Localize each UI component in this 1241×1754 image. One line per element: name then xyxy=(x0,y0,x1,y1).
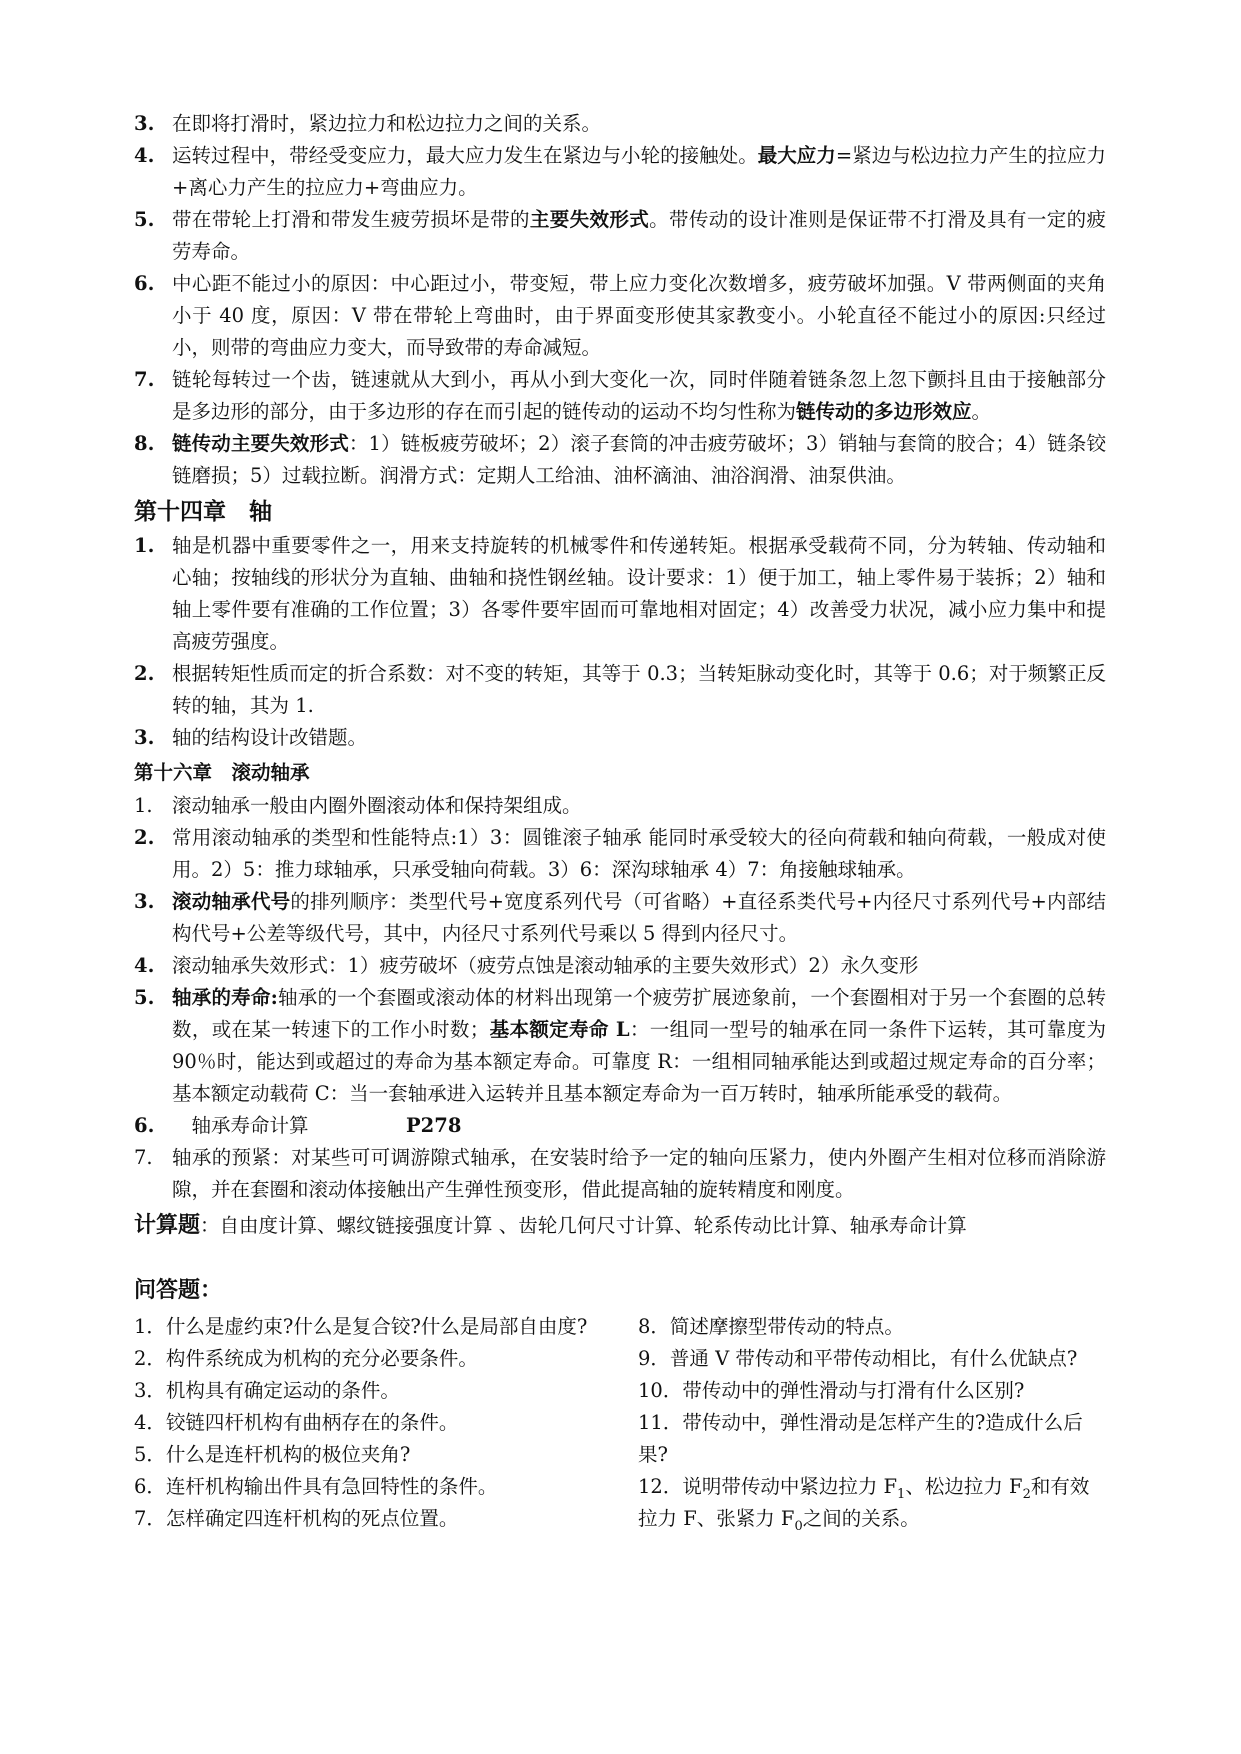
item-text xyxy=(172,658,1106,722)
text-run: =紧边与松边拉力产生的拉应力+离心力产生的拉应力+弯曲应力。 xyxy=(172,144,1106,199)
chapter-14-heading: 第十四章 轴 xyxy=(134,498,272,525)
q12-sub3: 0 xyxy=(794,1518,803,1534)
qa-left-column xyxy=(134,1311,614,1535)
qa-question: 9．普通 V 带传动和平带传动相比，有什么优缺点? xyxy=(638,1347,1078,1370)
calc-topics xyxy=(134,1208,1106,1243)
numbered-item xyxy=(134,530,1106,658)
text-run: 运转过程中，带经受变应力，最大应力发生在紧边与小轮的接触处。 xyxy=(172,144,758,167)
text-run: 轴承寿命计算 xyxy=(172,1114,407,1137)
bold-term: 滚动轴承代号 xyxy=(172,890,291,913)
qa-question: 6．连杆机构输出件具有急回特性的条件。 xyxy=(134,1475,498,1498)
numbered-item xyxy=(134,268,1106,364)
text-run: 常用滚动轴承的类型和性能特点:1）3：圆锥滚子轴承 能同时承受较大的径向荷载和轴向荷载，一般成对使用。2）5：推力球轴承，只承受轴向荷载。3）6：深沟球轴承 4）7：角接触球轴承。 xyxy=(172,826,1106,881)
item-number: 2. xyxy=(134,826,155,849)
belt-chain-section xyxy=(134,108,1106,492)
text-run: 的排列顺序：类型代号+宽度系列代号（可省略）+直径系类代号+内径尺寸系列代号+内部结构代号+公差等级代号，其中，内径尺寸系列代号乘以 5 得到内径尺寸。 xyxy=(172,890,1106,945)
text-run: ：一组同一型号的轴承在同一条件下运转，其可靠度为 90％时，能达到或超过的寿命为基本额定寿命。可靠度 R：一组相同轴承能达到或超过规定寿命的百分率；基本额定动载荷 C：当一套轴承进入运转并且基本额定寿命为一百万转时，轴承所能承受的载荷。 xyxy=(172,1018,1106,1105)
text-run: 在即将打滑时，紧边拉力和松边拉力之间的关系。 xyxy=(172,112,602,135)
numbered-item xyxy=(134,140,1106,204)
chapter-14-list xyxy=(134,530,1106,754)
text-run: 。 xyxy=(971,400,992,423)
item-number: 2. xyxy=(134,662,155,685)
numbered-item xyxy=(134,790,1106,822)
item-text xyxy=(172,886,1106,950)
numbered-item xyxy=(134,822,1106,886)
numbered-item xyxy=(134,428,1106,492)
text-run: ：1）链板疲劳破坏；2）滚子套筒的冲击疲劳破坏；3）销轴与套筒的胶合；4）链条铰链磨损；5）过载拉断。润滑方式：定期人工给油、油杯滴油、油浴润滑、油泵供油。 xyxy=(172,432,1106,487)
qa-question: 10．带传动中的弹性滑动与打滑有什么区别? xyxy=(638,1379,1025,1402)
text-run: 轴的结构设计改错题。 xyxy=(172,726,368,749)
item-text xyxy=(172,722,1106,754)
item-text xyxy=(172,428,1106,492)
item-text xyxy=(172,530,1106,658)
item-number: 4. xyxy=(134,954,155,977)
qa-question-12 xyxy=(638,1471,1106,1535)
document-page xyxy=(134,108,1106,1535)
qa-heading: 问答题： xyxy=(134,1277,223,1303)
text-run: 滚动轴承一般由内圈外圈滚动体和保持架组成。 xyxy=(172,794,582,817)
item-number: 3. xyxy=(134,112,155,135)
qa-question: 11．带传动中，弹性滑动是怎样产生的?造成什么后果? xyxy=(638,1411,1083,1466)
item-text xyxy=(172,268,1106,364)
q12-mid1: 、松边拉力 F xyxy=(905,1475,1023,1498)
numbered-item xyxy=(134,886,1106,950)
text-run: 。带传动的设计准则是保证带不打滑及具有一定的疲劳寿命。 xyxy=(172,208,1106,263)
calc-label: 计算题 xyxy=(134,1212,201,1238)
item-number: 7. xyxy=(134,368,155,391)
qa-question: 8．简述摩擦型带传动的特点。 xyxy=(638,1315,904,1338)
item-text xyxy=(172,140,1106,204)
numbered-item xyxy=(134,950,1106,982)
bold-term: P278 xyxy=(406,1114,462,1137)
qa-question: 1．什么是虚约束?什么是复合铰?什么是局部自由度? xyxy=(134,1315,588,1338)
item-text xyxy=(172,204,1106,268)
item-text xyxy=(172,982,1106,1110)
item-text xyxy=(172,364,1106,428)
text-run: 链轮每转过一个齿，链速就从大到小，再从小到大变化一次，同时伴随着链条忽上忽下颤抖且由于接触部分是多边形的部分，由于多边形的存在而引起的链传动的运动不均匀性称为 xyxy=(172,368,1106,423)
item-text xyxy=(172,1110,1106,1142)
calc-text: ：自由度计算、螺纹链接强度计算 、齿轮几何尺寸计算、轮系传动比计算、轴承寿命计算 xyxy=(200,1214,967,1237)
bold-term: 主要失效形式 xyxy=(529,208,650,231)
item-number: 5. xyxy=(134,208,155,231)
q12-sub1: 1 xyxy=(897,1486,906,1502)
qa-question: 7．怎样确定四连杆机构的死点位置。 xyxy=(134,1507,459,1530)
bold-term: 最大应力 xyxy=(757,144,836,167)
item-text xyxy=(172,950,1106,982)
qa-columns xyxy=(134,1311,1106,1535)
item-number: 5. xyxy=(134,986,155,1009)
q12-suffix: 之间的关系。 xyxy=(802,1507,920,1530)
item-text xyxy=(172,822,1106,886)
text-run: 轴是机器中重要零件之一，用来支持旋转的机械零件和传递转矩。根据承受载荷不同，分为转轴、传动轴和心轴；按轴线的形状分为直轴、曲轴和挠性钢丝轴。设计要求：1）便于加工，轴上零件易于装拆；2）轴和轴上零件要有准确的工作位置；3）各零件要牢固而可靠地相对固定；4）改善受力状况，减小应力集中和提高疲劳强度。 xyxy=(172,534,1106,653)
chapter-16-list xyxy=(134,790,1106,1206)
item-number: 6. xyxy=(134,1114,155,1137)
numbered-item xyxy=(134,658,1106,722)
item-text xyxy=(172,790,1106,822)
bold-term: 基本额定寿命 L xyxy=(489,1018,630,1041)
item-text xyxy=(172,108,1106,140)
q12-sub2: 2 xyxy=(1022,1486,1031,1502)
qa-question: 3．机构具有确定运动的条件。 xyxy=(134,1379,400,1402)
numbered-item xyxy=(134,364,1106,428)
q12-mid2: 和有效拉力 F、张紧力 F xyxy=(638,1475,1090,1530)
item-number: 1. xyxy=(134,794,153,817)
numbered-item xyxy=(134,204,1106,268)
bold-term: 轴承的寿命: xyxy=(172,986,278,1009)
item-number: 1. xyxy=(134,534,155,557)
bold-term: 链传动主要失效形式 xyxy=(172,432,349,455)
q12-prefix: 12．说明带传动中紧边拉力 F xyxy=(638,1475,898,1498)
item-number: 3. xyxy=(134,726,155,749)
item-number: 6. xyxy=(134,272,155,295)
numbered-item xyxy=(134,108,1106,140)
text-run: 带在带轮上打滑和带发生疲劳损坏是带的 xyxy=(172,208,530,231)
item-text xyxy=(172,1142,1106,1206)
text-run: 轴承的一个套圈或滚动体的材料出现第一个疲劳扩展迹象前，一个套圈相对于另一个套圈的总转数，或在某一转速下的工作小时数； xyxy=(172,986,1106,1041)
text-run: 轴承的预紧：对某些可可调游隙式轴承，在安装时给予一定的轴向压紧力，使内外圈产生相对位移而消除游隙，并在套圈和滚动体接触出产生弹性预变形，借此提高轴的旋转精度和刚度。 xyxy=(172,1146,1106,1201)
text-run: 中心距不能过小的原因：中心距过小，带变短，带上应力变化次数增多，疲劳破坏加强。V 带两侧面的夹角小于 40 度，原因：V 带在带轮上弯曲时，由于界面变形使其家教变小。小轮直径不能过小的原因:只经过小，则带的弯曲应力变大，而导致带的寿命减短。 xyxy=(172,272,1106,359)
item-number: 8. xyxy=(134,432,155,455)
numbered-item xyxy=(134,1110,1106,1142)
qa-question: 2．构件系统成为机构的充分必要条件。 xyxy=(134,1347,478,1370)
chapter-16-heading: 第十六章 滚动轴承 xyxy=(134,761,310,784)
numbered-item xyxy=(134,722,1106,754)
qa-question: 5．什么是连杆机构的极位夹角? xyxy=(134,1443,411,1466)
qa-question: 4．铰链四杆机构有曲柄存在的条件。 xyxy=(134,1411,459,1434)
item-number: 4. xyxy=(134,144,155,167)
item-number: 7. xyxy=(134,1146,153,1169)
item-number: 3. xyxy=(134,890,155,913)
numbered-item xyxy=(134,1142,1106,1206)
bold-term: 链传动的多边形效应 xyxy=(796,400,972,423)
text-run: 根据转矩性质而定的折合系数：对不变的转矩，其等于 0.3；当转矩脉动变化时，其等于 0.6；对于频繁正反转的轴，其为 1. xyxy=(172,662,1106,717)
qa-right-column xyxy=(638,1311,1106,1535)
numbered-item xyxy=(134,982,1106,1110)
text-run: 滚动轴承失效形式：1）疲劳破坏（疲劳点蚀是滚动轴承的主要失效形式）2）永久变形 xyxy=(172,954,919,977)
